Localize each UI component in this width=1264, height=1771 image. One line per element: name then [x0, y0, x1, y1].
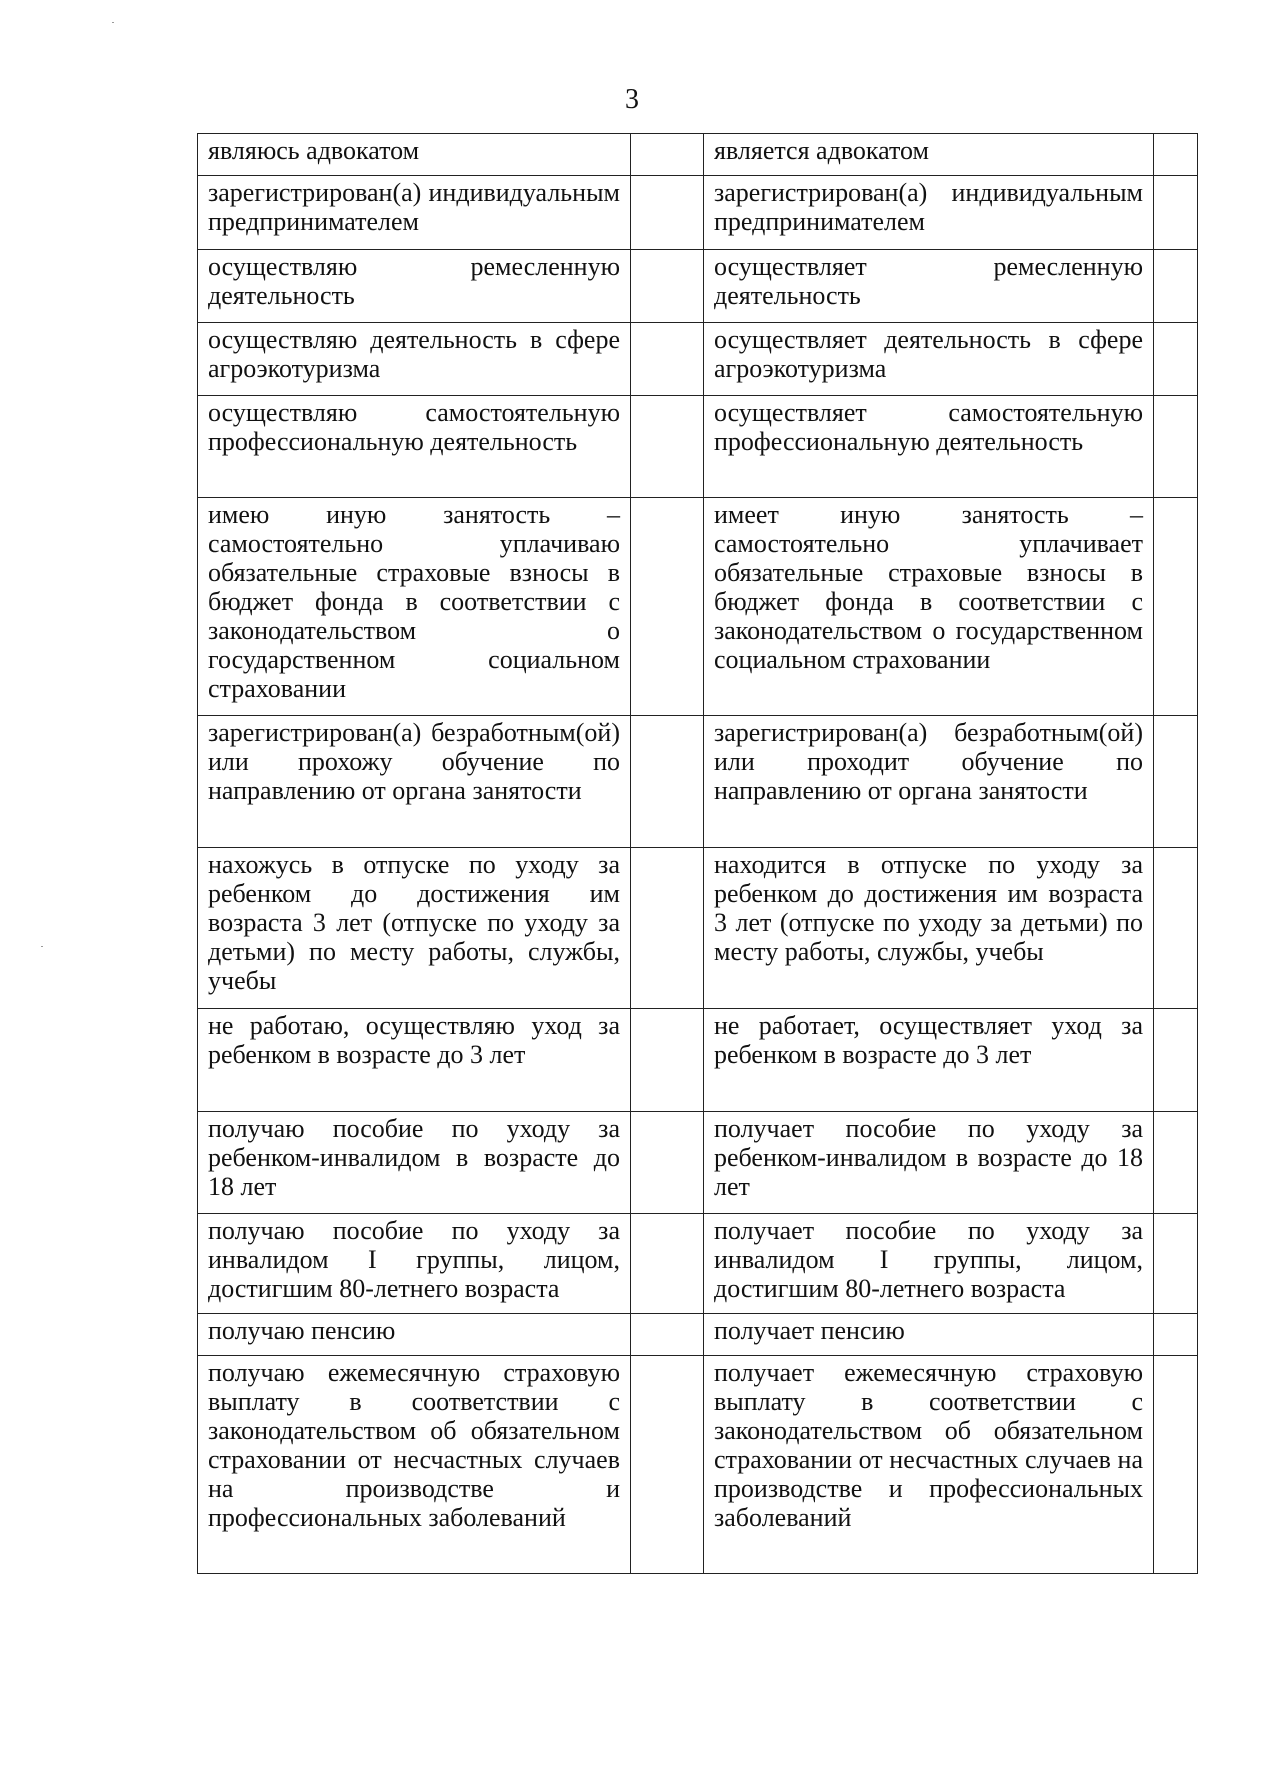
self-status-text: получаю ежемесячную страховую выплату в соответствии с законодательством об обязательном страховании от несчастных случаев на производстве и профессиональных заболеваний [198, 1356, 631, 1574]
other-checkbox-cell[interactable] [1154, 134, 1198, 176]
table-row [198, 498, 1198, 716]
self-checkbox-cell[interactable] [631, 323, 704, 396]
self-status-text: зарегистрирован(а) безработным(ой) или прохожу обучение по направлению от органа занятости [198, 716, 631, 848]
other-status-text: не работает, осуществляет уход за ребенком в возрасте до 3 лет [704, 1009, 1154, 1112]
self-checkbox-cell[interactable] [631, 1009, 704, 1112]
other-status-text: получает ежемесячную страховую выплату в соответствии с законодательством об обязательном страховании от несчастных случаев на производстве и профессиональных заболеваний [704, 1356, 1154, 1574]
other-checkbox-cell[interactable] [1154, 1009, 1198, 1112]
other-checkbox-cell[interactable] [1154, 498, 1198, 716]
self-checkbox-cell[interactable] [631, 134, 704, 176]
other-checkbox-cell[interactable] [1154, 1214, 1198, 1314]
other-checkbox-cell[interactable] [1154, 323, 1198, 396]
self-status-text: зарегистрирован(а) индивидуальным предпринимателем [198, 176, 631, 250]
other-status-text: зарегистрирован(а) безработным(ой) или проходит обучение по направлению от органа занятости [704, 716, 1154, 848]
self-status-text: получаю пенсию [198, 1314, 631, 1356]
other-status-text: является адвокатом [704, 134, 1154, 176]
table-row [198, 1356, 1198, 1574]
other-checkbox-cell[interactable] [1154, 396, 1198, 498]
table-row [198, 716, 1198, 848]
self-checkbox-cell[interactable] [631, 176, 704, 250]
self-status-text: не работаю, осуществляю уход за ребенком в возрасте до 3 лет [198, 1009, 631, 1112]
table-row [198, 396, 1198, 498]
other-checkbox-cell[interactable] [1154, 176, 1198, 250]
self-status-text: получаю пособие по уходу за инвалидом I группы, лицом, достигшим 80-летнего возраста [198, 1214, 631, 1314]
other-status-text: получает пособие по уходу за инвалидом I группы, лицом, достигшим 80-летнего возраста [704, 1214, 1154, 1314]
self-checkbox-cell[interactable] [631, 1214, 704, 1314]
self-status-text: являюсь адвокатом [198, 134, 631, 176]
page-number: 3 [625, 84, 639, 115]
self-checkbox-cell[interactable] [631, 848, 704, 1009]
table-row [198, 250, 1198, 323]
other-status-text: осуществляет ремесленную деятельность [704, 250, 1154, 323]
scan-speck [41, 946, 43, 947]
table-row [198, 1009, 1198, 1112]
table-row [198, 176, 1198, 250]
self-checkbox-cell[interactable] [631, 1356, 704, 1574]
self-status-text: осуществляю деятельность в сфере агроэкотуризма [198, 323, 631, 396]
self-checkbox-cell[interactable] [631, 250, 704, 323]
self-status-text: осуществляю ремесленную деятельность [198, 250, 631, 323]
other-checkbox-cell[interactable] [1154, 1314, 1198, 1356]
other-status-text: находится в отпуске по уходу за ребенком до достижения им возраста 3 лет (отпуске по уходу за детьми) по месту работы, службы, учебы [704, 848, 1154, 1009]
self-checkbox-cell[interactable] [631, 498, 704, 716]
other-checkbox-cell[interactable] [1154, 250, 1198, 323]
other-status-text: получает пособие по уходу за ребенком-инвалидом в возрасте до 18 лет [704, 1112, 1154, 1214]
table-row [198, 848, 1198, 1009]
self-status-text: получаю пособие по уходу за ребенком-инвалидом в возрасте до 18 лет [198, 1112, 631, 1214]
other-checkbox-cell[interactable] [1154, 716, 1198, 848]
other-checkbox-cell[interactable] [1154, 1356, 1198, 1574]
table-row [198, 1112, 1198, 1214]
self-status-text: нахожусь в отпуске по уходу за ребенком до достижения им возраста 3 лет (отпуске по уходу за детьми) по месту работы, службы, учебы [198, 848, 631, 1009]
self-status-text: осуществляю самостоятельную профессиональную деятельность [198, 396, 631, 498]
self-checkbox-cell[interactable] [631, 716, 704, 848]
table-row [198, 134, 1198, 176]
self-checkbox-cell[interactable] [631, 1314, 704, 1356]
other-status-text: осуществляет деятельность в сфере агроэкотуризма [704, 323, 1154, 396]
other-status-text: получает пенсию [704, 1314, 1154, 1356]
employment-status-table [197, 133, 1198, 1574]
table-row [198, 1314, 1198, 1356]
other-checkbox-cell[interactable] [1154, 848, 1198, 1009]
other-checkbox-cell[interactable] [1154, 1112, 1198, 1214]
other-status-text: осуществляет самостоятельную профессиональную деятельность [704, 396, 1154, 498]
scan-speck [112, 22, 114, 23]
self-status-text: имею иную занятость – самостоятельно уплачиваю обязательные страховые взносы в бюджет фонда в соответствии с законодательством о государственном социальном страховании [198, 498, 631, 716]
other-status-text: имеет иную занятость – самостоятельно уплачивает обязательные страховые взносы в бюджет фонда в соответствии с законодательством о государственном социальном страховании [704, 498, 1154, 716]
other-status-text: зарегистрирован(а) индивидуальным предпринимателем [704, 176, 1154, 250]
self-checkbox-cell[interactable] [631, 396, 704, 498]
table-row [198, 1214, 1198, 1314]
table-row [198, 323, 1198, 396]
self-checkbox-cell[interactable] [631, 1112, 704, 1214]
